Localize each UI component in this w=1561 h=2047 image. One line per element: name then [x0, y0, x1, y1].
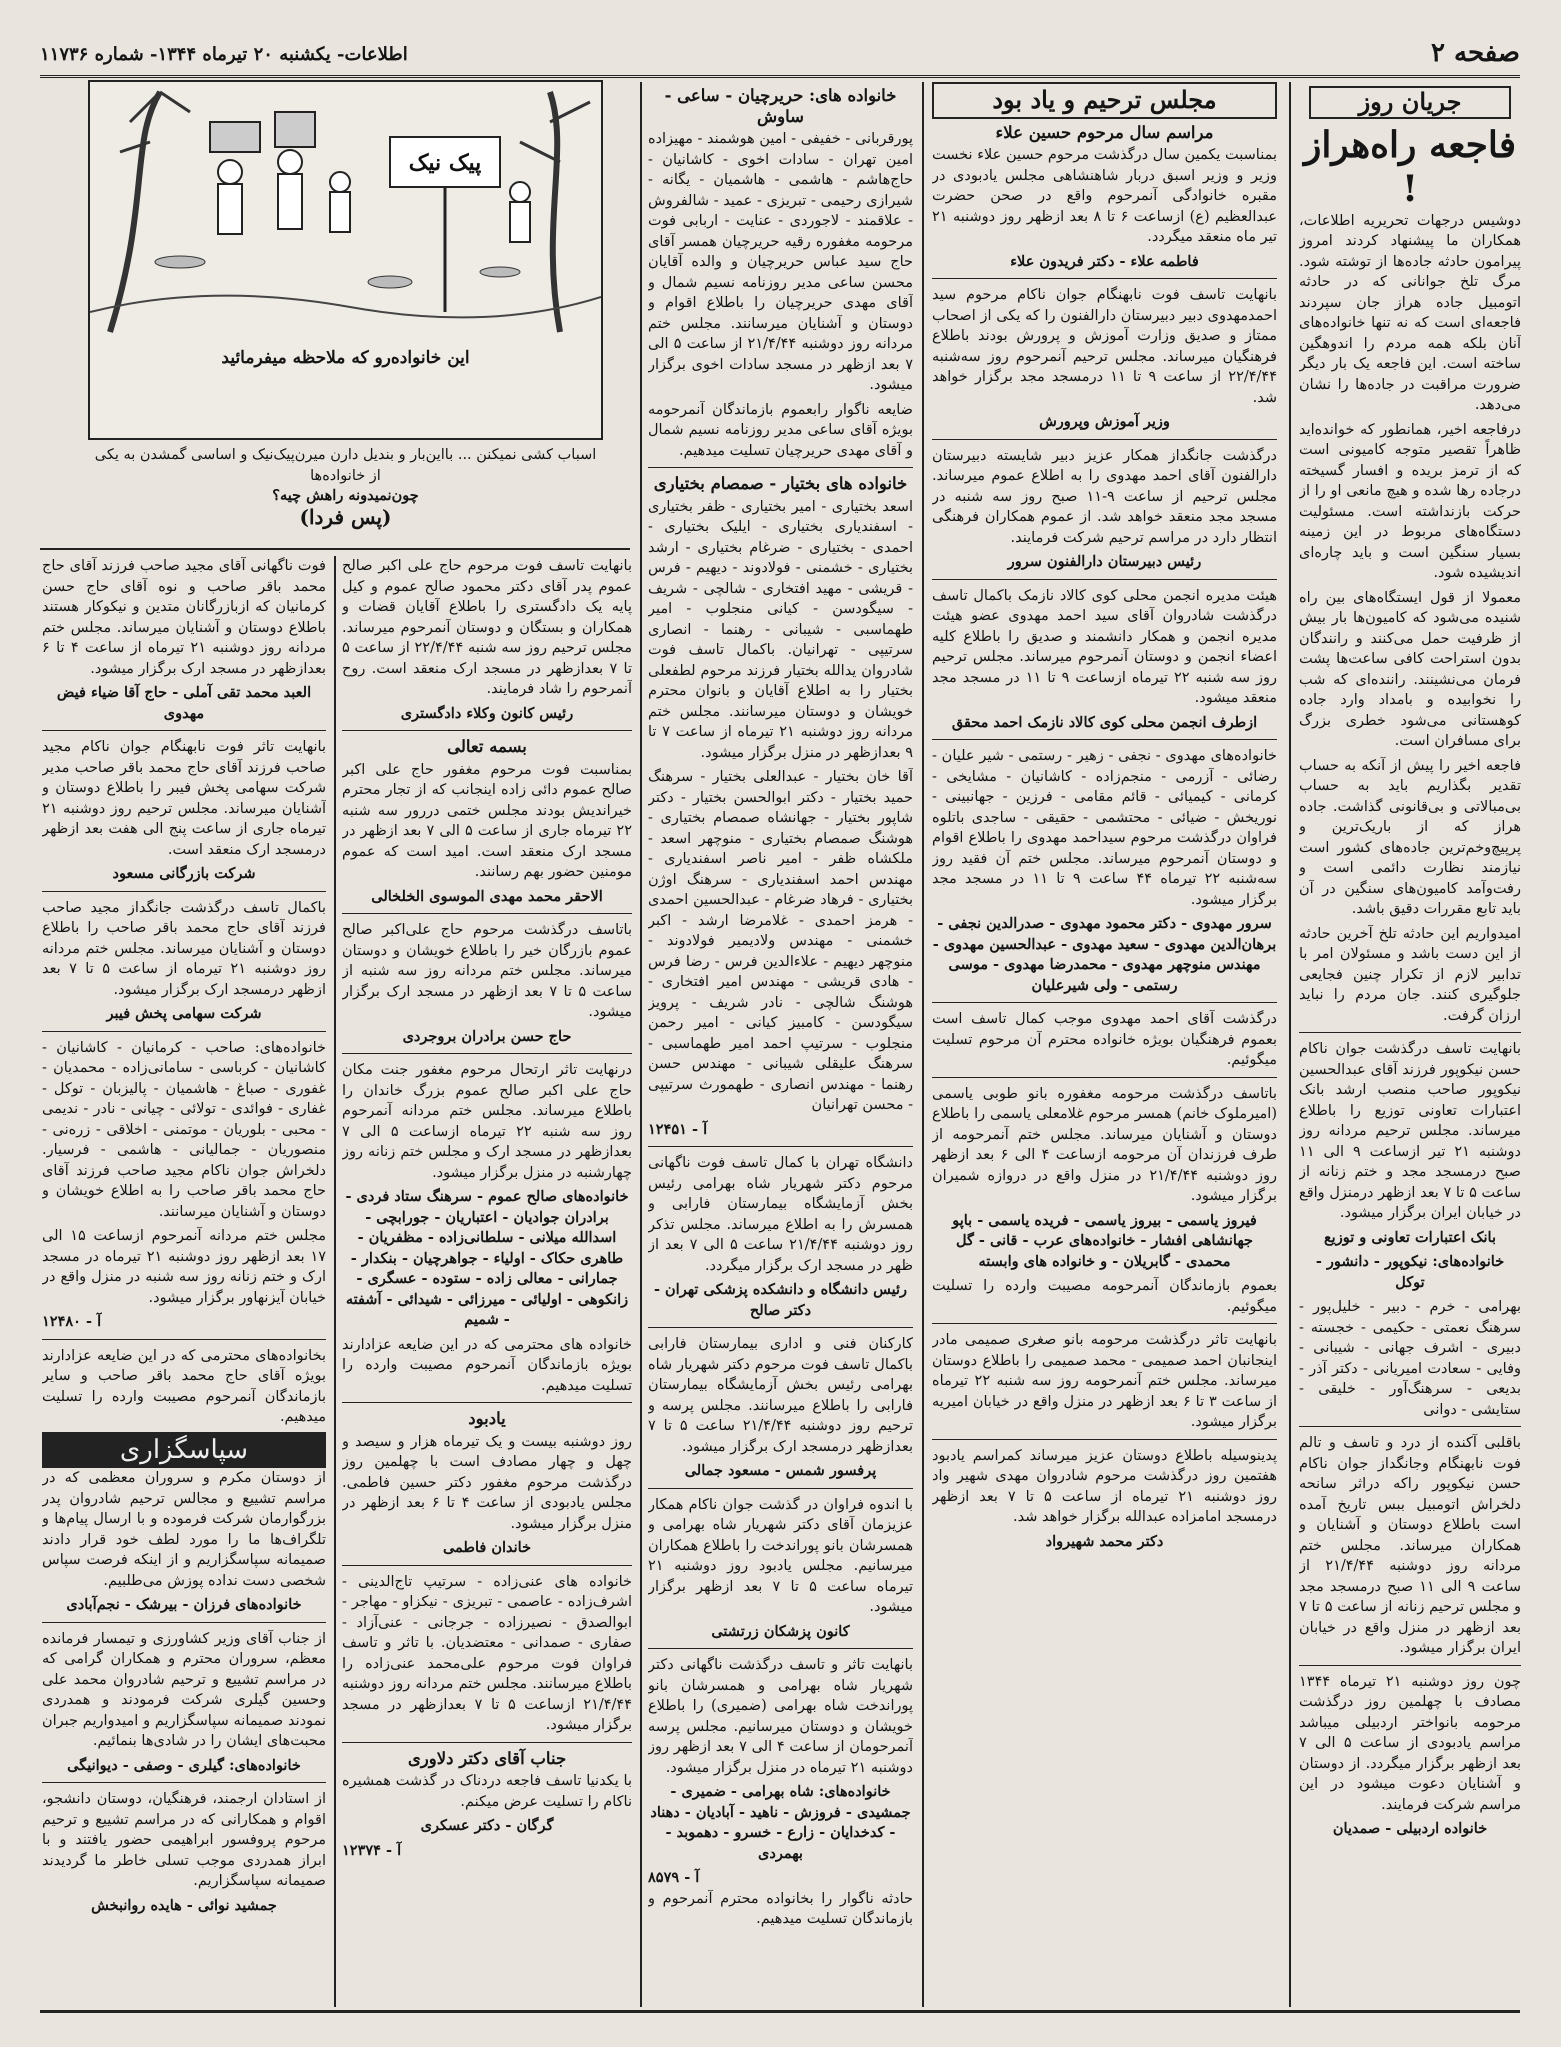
notice-paragraph: بمناسبت فوت مرحوم مغفور حاج علی اکبر صالح عموم دائی زاده اینجانب که از تجار محترم خیراندیش بودند مجلس ختمی دررور سه شنبه ۲۲ تیرماه جاری از ساعت ۵ الی ۷ بعد ازظهر در مسجد ارک منعقد است. امید است که عموم مومنین حضور بهم رسانند. — [342, 761, 632, 880]
notice-paragraph: باقلبی آکنده از درد و تاسف و تالم فوت نابهنگام وجانگداز جوان ناکام حسن نیکوپور راکه دراثر سانحه دلخراش اتومبیل ببس تاریخ آمده است باطلاع دوستان و آشنایان و همکاران میرساند. مجلس ختم مردانه روز دوشنبه ۲۱/۴/۴۴ از ساعت ۹ الی ۱۱ صبح درمسجد مجد و مجلس ترحیم زنانه از ساعت ۵ تا ۷ بعد ازظهر در منزل واقع در خیابان ایران برگزار میشود. — [1299, 1435, 1521, 1656]
cartoon-panel — [88, 80, 603, 440]
column-editorial — [1299, 82, 1521, 2007]
notice-paragraph: کارکنان فنی و اداری بیمارستان فارابی باکمال تاسف فوت مرحوم دکتر شهریار شاه بهرامی رئیس بخش آزمایشگاه بیمارستان فارابی را باطلاع میرسانند. مجلس پرسه و ترحیم روز دوشنبه ۲۱/۴/۴۴ ساعت ۵ تا ۷ بعدازظهر درمسجد ارک برگزار میشود. — [648, 1336, 913, 1455]
notice-signature: حاج حسن برادران بروجردی — [402, 1027, 572, 1045]
notice-paragraph: ضایعه ناگوار رابعموم بازماندگان آنمرحومه بویژه آقای ساعی مدیر روزنامه نسیم شمال و آقای مهدی حریرچیان تسلیت میدهیم. — [648, 401, 913, 459]
notice-signature: خانواده اردبیلی - صمدیان — [1332, 1820, 1488, 1837]
thanks-signature: خانواده‌های: گیلری - وصفی - دیوانیگی — [67, 1756, 301, 1774]
divider — [342, 913, 632, 914]
section-banner: مجلس ترحیم و یاد بود — [932, 82, 1277, 119]
notice-paragraph: با اندوه فراوان در گذشت جوان ناکام همکار عزیزمان آقای دکتر شهریار شاه بهرامی و همسرشان بانو پوراندخت را باطلاع همکاران میرسانیم. مجلس یادبود روز دوشنبه ۲۱ تیرماه ساعت ۵ تا ۷ بعد ازظهر برگزار میشود. — [648, 1496, 913, 1615]
notice-signature: خانواده‌های: شاه بهرامی - ضمیری - جمشیدی - فروزش - ناهید - آبادیان - دهناد - کدخدایان - زارع - خسرو - دهموبد - بهمردی — [650, 1783, 911, 1862]
notice-signature: خاندان فاطمی — [442, 1539, 532, 1556]
notice-paragraph: مجلس ختم مردانه آنمرحوم ازساعت ۱۵ الی ۱۷ بعد ازظهر روز دوشنبه ۲۱ تیرماه در مسجد ارک و ختم زنانه روز سه شنبه در منزل واقع در خیابان آیزنهاور برگزار میشود. — [42, 1228, 326, 1306]
notice-paragraph: باکمال تاسف درگذشت جانگداز مجید صاحب فرزند آقای حاج محمد باقر صاحب را باطلاع دوستان و آشنایان میرساند. مجلس ختم مردانه روز دوشنبه ۲۱ تیرماه از ساعت ۵ تا ۷ بعد ازظهر درمسجد ارک برگزار میشود. — [42, 899, 326, 998]
notice-paragraph: خانواده های محترمی که در این ضایعه عزادارند بویژه بازماندگان آنمرحوم مصیبت وارده را تسلیت میدهیم. — [342, 1336, 632, 1394]
notice-signature: فاطمه علاء - دکتر فریدون علاء — [1010, 252, 1199, 270]
divider — [932, 1439, 1277, 1440]
editorial-paragraph: امیدواریم این حادثه تلخ آخرین حادثه از این دست باشد و مسئولان امر با تدابیر لازم از تکرار چنین فجایعی جلوگیری کنند. جان مردم را نباید ارزان گرفت. — [1299, 925, 1521, 1024]
column-divider — [1289, 82, 1291, 2007]
notice-paragraph: بانهایت تاسف فوت نابهنگام جوان ناکام مرحوم سید احمدمهدوی دبیر دبیرستان دارالفنون را که یکی از اصحاب ممتاز و صدیق وزارت آموزش و پرورش بودند باطلاع فرهنگیان میرساند. مجلس ترحیم آنمرحوم روز سه‌شنبه ۲۲/۴/۴۴ از ساعت ۹ تا ۱۱ درمسجد مجد برگزار خواهد شد. — [932, 287, 1277, 406]
notice-signature: بانک اعتبارات تعاونی و توزیع — [1323, 1228, 1497, 1246]
cartoon-subcaption: اسباب کشی نمیکنن ... بااین‌بار و بندیل دارن میرن‌پیک‌نیک و اساسی گمشدن به یکی از خانواده‌ها — [94, 447, 597, 484]
notice-paragraph: با یکدنیا تاسف فاجعه دردناک در گذشت همشیره ناکام را تسلیت عرض میکنم. — [342, 1773, 632, 1810]
notice-paragraph: بانهایت تاثر فوت نابهنگام جوان ناکام مجید صاحب فرزند آقای حاج محمد باقر صاحب مدیر شرکت سهامی پخش فیبر را باطلاع دوستان و آشنایان میرساند. مجلس ترحیم روز دوشنبه ۲۱ تیرماه جاری از ساعت پنج الی هفت بعد ازظهر درمسجد ارک منعقد است. — [42, 739, 326, 858]
ad-code: آ - ۱۲۴۸۰ — [42, 1313, 102, 1330]
notice-paragraph: باتاسف درگذشت مرحوم حاج علی‌اکبر صالح عموم بازرگان خیر را باطلاع خویشان و دوستان میرساند. مجلس ختم مردانه روز سه شنبه از ساعت ۵ تا ۷ بعد ازظهر در مسجد ارک برگزار میشود. — [342, 922, 632, 1020]
editorial-paragraph: معمولا از قول ایستگاه‌های بین راه شنیده می‌شود که کامیون‌ها بار بیش از ظرفیت حمل می‌کنند و رانندگان بدون استراحت کافی ساعت‌ها پشت فرمان می‌نشینند. راننده‌ای که شب را نخوابیده و بامداد وارد جاده کوهستانی می‌شود خطری بزرگ برای مسافران است. — [1299, 589, 1521, 749]
column-divider — [640, 82, 642, 2007]
notice-title: یادبود — [468, 1409, 506, 1428]
ad-code: آ - ۱۲۴۵۱ — [648, 1120, 708, 1138]
notice-title: خانواده های بختیار - صمصام بختیاری — [653, 474, 908, 493]
notice-signature: وزیر آموزش وپرورش — [1039, 413, 1170, 430]
divider — [342, 1742, 632, 1743]
thanks-paragraph: از استادان ارجمند، فرهنگیان، دوستان دانشجو، اقوام و همکارانی که در مراسم تشییع و ترحیم مرحوم پروفسور ابراهیمی حضور یافتند و با ابراز همدردی موجب تسلی خاطر ما گردیدند صمیمانه سپاسگزاریم. — [42, 1791, 326, 1889]
column-obituaries-3 — [342, 556, 632, 2007]
page-number: صفحه ۲ — [1431, 38, 1520, 68]
divider — [648, 467, 913, 468]
notice-paragraph: بانهایت تاثر و تاسف درگذشت ناگهانی دکتر شهریار شاه بهرامی و همسرشان بانو پوراندخت شاه بهرامی (ضمیری) را باطلاع خویشان و دوستان میرسانیم. مجلس پرسه آنمرحومان از ساعت ۴ الی ۷ بعد ازظهر روز دوشنبه ۲۱ تیرماه در منزل برگزار میشود. — [648, 1657, 913, 1776]
divider — [1299, 1032, 1521, 1033]
notice-signature: ازطرف انجمن محلی کوی کالاد نازمک احمد محقق — [951, 713, 1258, 731]
column-divider — [334, 556, 336, 2007]
divider — [648, 1648, 913, 1649]
page-bottom-rule — [40, 2010, 1520, 2013]
divider — [42, 730, 326, 731]
thanks-banner: سپاسگزاری — [42, 1432, 326, 1469]
notice-paragraph: روز دوشنبه بیست و یک تیرماه هزار و سیصد و چهل و چهار مصادف است با چهلمین روز درگذشت مرحوم مغفور دکتر حسین فاطمی. مجلس یادبودی از ساعت ۴ تا ۶ بعد ازظهر در منزل برگزار میشود. — [342, 1433, 632, 1532]
notice-signature: فیروز یاسمی - بیروز یاسمی - فریده یاسمی - باپو جهانشاهی افشار - خانواده‌های عرب - قانی - گل محمدی - گابریلان - و خانواده های وابسته — [952, 1211, 1257, 1270]
divider — [1299, 1426, 1521, 1427]
notice-signature: سرور مهدوی - دکتر محمود مهدوی - صدرالدین نجفی - برهان‌الدین مهدوی - سعید مهدوی - عبدالحسین مهدوی - مهندس منوچهر مهدوی - محمدرضا مهدوی - موسی رستمی - ولی شیرعلیان — [932, 915, 1277, 994]
divider — [42, 1031, 326, 1032]
notice-paragraph: بانهایت تاسف درگذشت جوان ناکام حسن نیکوپور فرزند آقای عبدالحسین نیکوپور صاحب منصب ارشد بانک اعتبارات تعاونی توزیع را باطلاع میرساند. مجلس ترحیم مردانه روز دوشنبه ۲۱ تیر ازساعت ۹ الی ۱۱ صبح درمسجد مجد و ختم زنانه از ساعت ۵ تا ۷ بعد ازظهر درمنزل واقع در خیابان ایران برگزار میشود. — [1299, 1041, 1521, 1221]
notice-paragraph: خانواده های عنی‌زاده - سرتیپ تاج‌الدینی - اشرف‌زاده - عاصمی - تبریزی - نیکزاو - مهاجر - ابوالصدق - نصیرزاده - جرجانی - عنی‌آزاد - صفاری - صمدانی - معتضدیان. با تاثر و تاسف فراوان فوت مرحوم علی‌محمد عنی‌زاده را باطلاع میرسانند. مجلس ختم مردانه روز دوشنبه ۲۱/۴/۴۴ ازساعت ۵ تا ۷ بعدازظهر در مسجد برگزار میشود. — [342, 1573, 632, 1733]
divider — [342, 1053, 632, 1054]
ad-code: آ - ۸۵۷۹ — [648, 1869, 700, 1886]
editorial-paragraph: فاجعه اخیر را پیش از آنکه به حساب تقدیر بگذاریم باید به حساب بی‌مبالاتی و بی‌قانونی گذاشت. جاده هراز که از باریک‌ترین و پرپیچ‌وخم‌ترین جاده‌های کشور است نیازمند نظارت دائمی است و رفت‌وآمد کامیون‌های سنگین در آن باید تابع مقررات دقیق باشد. — [1299, 757, 1521, 917]
notice-paragraph: خانواده‌های: صاحب - کرمانیان - کاشانیان - کاشانیان - کرباسی - سامانی‌زاده - محمدیان - غفوری - صباغ - هاشمیان - پالیزبان - توکل - غفاری - فوائدی - تولائی - چیانی - نادر - ندیمی - محبی - بلوریان - موتمنی - اخلاقی - زره‌نی - منصوریان - جمالیانی - هاشمی - فرسیار. دلخراش جوان ناکام مجید صاحب فرزند آقای حاج محمد باقر صاحب را به اطلاع خویشان و دوستان و آشنایان میرسانند. — [42, 1039, 326, 1220]
notice-title: مراسم سال مرحوم حسین علاء — [995, 122, 1214, 142]
notice-signature: الاحقر محمد مهدی الموسوی الخلخالی — [371, 887, 603, 905]
notice-paragraph: هیئت مدیره انجمن محلی کوی کالاد نازمک باکمال تاسف درگذشت شادروان آقای سید احمد مهدوی عضو هیئت مدیره انجمن و همکار دانشمند و صدیق را باطلاع کلیه اعضاء انجمن و دوستان آنمرحوم میرساند. مجلس ترحیم روز سه شنبه ۲۲ تیرماه ازساعت ۹ تا ۱۱ در مسجد مجد منعقد میشود. — [932, 587, 1277, 706]
notice-signature: خانواده‌های صالح عموم - سرهنگ ستاد فردی - برادران جوادیان - اعتباریان - جورابچی - اسدالله میلانی - سلطانی‌زاده - مظفریان - طاهری حکاک - اولیاء - جواهرچیان - بنکدار - جمارانی - معالی زاده - ستوده - عسگری - زانکوهی - اولیائی - میرزائی - شیدائی - آشفته - شمیم — [345, 1188, 629, 1328]
notice-paragraph: اسعد بختیاری - امیر بختیاری - ظفر بختیاری - اسفندیاری بختیاری - ایلیک بختیاری - احمدی - بختیاری - ضرغام بختیاری - ارشد بختیاری - خشمنی - فولادوند - دیهیم - فرس - قریشی - مهید افتخاری - شالچی - شریف - سیگودسن - کیانی منجلوب - امیر طهماسبی - شیبانی - رهنما - انصاری سرتیپی - تهرانیان. باکمال تاسف فوت شادروان یدالله بختیار فرزند مرحوم لطفعلی بختیار را به اطلاع آقایان و بانوان محترم خویشان و دوستان میرسانند. مجلس ختم مردانه روز دوشنبه ۲۱ تیرماه از ساعت ۷ تا ۹ بعدازظهر در منزل برگزار میشود. — [648, 498, 913, 761]
notice-title: خانواده های: حریرچیان - ساعی - ساوش — [664, 86, 897, 126]
divider — [648, 1488, 913, 1489]
notice-paragraph: درنهایت تاثر ارتحال مرحوم مغفور جنت مکان حاج علی اکبر صالح عموم بزرگ خاندان را باطلاع میرساند. مجلس ختم مردانه آنمرحوم روز سه شنبه ۲۲ تیرماه ازساعت ۵ الی ۷ بعدازظهر در مسجد ارک و مجلس ختم زنانه روز چهارشنبه در منزل برگزار میشود. — [342, 1062, 632, 1181]
notice-paragraph: حادثه ناگوار را بخانواده محترم آنمرحوم و بازماندگان تسلیت میدهیم. — [648, 1890, 913, 1927]
divider — [1299, 1665, 1521, 1666]
thanks-signature: جمشید نوائی - هایده روانبخش — [91, 1896, 277, 1914]
notice-paragraph: فوت ناگهانی آقای مجید صاحب فرزند آقای حاج محمد باقر صاحب و نوه آقای حاج حسن کرمانیان که ازبازرگانان متدین و نیکوکار هستند باطلاع دوستان و آشنایان میرساند. مجلس ختم مردانه روز دوشنبه ۲۱ تیرماه از ساعت ۴ تا ۶ بعدازظهر در مسجد ارک برگزار میشود. — [42, 558, 326, 677]
notice-title: جناب آقای دکتر دلاوری — [407, 1748, 567, 1768]
notice-signature: رئیس دانشگاه و دانشکده پزشکی تهران - دکتر صالح — [653, 1281, 908, 1319]
divider — [342, 1565, 632, 1566]
divider — [648, 1327, 913, 1328]
column-obituaries-2 — [648, 82, 913, 2007]
cartoon-question: چون‌نمیدونه راهش چیه؟ — [272, 487, 419, 504]
notice-paragraph: پدینوسیله باطلاع دوستان عزیز میرساند کمراسم یادبود هفتمین روز درگذشت مرحوم شادروان مهدی شهیر واد روز دوشنبه ۲۱ تیرماه از ساعت ۵ تا ۷ بعد ازظهر درمسجد امامزاده عبدالله برگزار خواهد شد. — [932, 1447, 1277, 1525]
thanks-paragraph: از جناب آقای وزیر کشاورزی و تیمسار فرمانده معظم، سروران محترم و همکاران گرامی که در مراسم تشییع و ترحیم شادروان محمد علی وحسین گیلری شرکت فرمودند و همدردی نمودند صمیمانه سپاسگزاریم و امیدواریم جبران محبت‌های ایشان را در شادی‌ها بنمائیم. — [42, 1630, 326, 1749]
column-divider — [922, 82, 924, 2007]
cartoon-text — [88, 445, 603, 545]
column-obituaries-1 — [932, 82, 1277, 2007]
notice-paragraph: درگذشت جانگداز همکار عزیز دبیر شایسته دبیرستان دارالفنون آقای احمد مهدوی را به اطلاع عموم میرساند. مجلس ترحیم از ساعت ۹-۱۱ صبح روز سه شنبه در مسجد مجد منعقد خواهد شد. از عموم همکاران فرهنگی انتظار دارد در مراسم ترحیم شرکت فرمایند. — [932, 447, 1277, 546]
thanks-paragraph: از دوستان مکرم و سروران معظمی که در مراسم تشییع و مجالس ترحیم شادروان پدر بزرگوارمان شرکت فرموده و با ارسال پیام‌ها و تلگراف‌ها ما را مورد لطف خود قرار دادند صمیمانه سپاسگزاریم و از اینکه فرصت سپاس شخصی دست نداده پوزش می‌طلبیم. — [42, 1470, 326, 1589]
notice-signature: کانون پزشکان زرتشتی — [711, 1622, 850, 1640]
notice-paragraph: آقا خان بختیار - عبدالعلی بختیار - سرهنگ حمید بختیار - دکتر ابوالحسن بختیار - دکتر شاپور بختیار - جهانشاه صمصام بختیاری - هوشنگ صمصام بختیاری - منوچهر اسعد - ملکشاه ظفر - امیر ناصر اسفندیاری - مهندس احمد اسفندیاری - سرهنگ اوژن بختیاری - فرهاد ضرغام - عبدالحسین احمدی - هرمز احمدی - غلامرضا ارشد - اکبر خشمنی - مهندس ولادیمیر فولادوند - منوچهر دیهیم - علاءالدین فرس - رضا فرس - هادی قریشی - مهندس امیر افتخاری - هوشنگ شالچی - نادر شریف - پرویز سیگودسن - کامبیز کیانی - امیر رحمن منجلوب - سرتیپ احمد امیر طهماسبی - سرهنگ علیقلی شیبانی - مهندس حسن رهنما - مهندس انصاری - طهمورث سرتیپی - محسن تهرانیان — [648, 769, 913, 1113]
cartoon-caption: این خانواده‌رو که ملاحظه میفرمائید — [221, 348, 470, 368]
notice-paragraph: بانهایت تاسف فوت مرحوم حاج علی اکبر صالح عموم پدر آقای دکتر محمود صالح عموم و کیل پایه یک دادگستری را باطلاع آقایان قضات و همکاران و بستگان و دوستان آنمرحوم میرساند. مجلس ترحیم روز سه شنبه ۲۲/۴/۴۴ از ساعت ۵ تا ۷ بعدازظهر در مسجد ارک منعقد است. روح آنمرحوم را شاد فرمایند. — [342, 558, 632, 697]
editorial-paragraph: درفاجعه اخیر، همانطور که خوانده‌اید ظاهراً تقصیر متوجه کامیونی است که از ترمز بریده و افسار گسیخته درجاده رها شده و هیچ مانعی او را از حرکت بازنداشته است. مسئولیت دستگاه‌های مربوط در این زمینه بسیار سنگین است و باید چاره‌ای اندیشیده شود. — [1299, 421, 1521, 581]
cartoon-divider — [40, 548, 630, 550]
notice-signature: رئیس کانون وکلاء دادگستری — [400, 704, 574, 722]
divider — [932, 579, 1277, 580]
divider — [932, 739, 1277, 740]
notice-paragraph: بعموم بازماندگان آنمرحومه مصیبت وارده را تسلیت میگوئیم. — [932, 1278, 1277, 1315]
notice-paragraph: درگذشت آقای احمد مهدوی موجب کمال تاسف است بعموم فرهنگیان بویژه خانواده محترم آن مرحوم تسلیت میگوئیم. — [932, 1011, 1277, 1068]
notice-signature: شرکت سهامی پخش فیبر — [106, 1005, 262, 1022]
divider — [342, 730, 632, 731]
divider — [648, 1146, 913, 1147]
divider — [42, 1339, 326, 1340]
notice-signature: گرگان - دکتر عسکری — [420, 1817, 554, 1834]
notice-title: بسمه تعالی — [447, 737, 527, 756]
families-list: بهرامی - خرم - دبیر - خلیل‌پور - سرهنگ نعمتی - حکیمی - خجسته - دبیری - اشرف جهانی - شیبانی - وفایی - سعادت امیریانی - دکتر آذر - بدیعی - سرهنگ‌آور - خلیقی - ستایشی - دوانی — [1299, 1299, 1521, 1418]
divider — [932, 1077, 1277, 1078]
divider — [932, 1323, 1277, 1324]
headline: فاجعه راه‌هراز ! — [1303, 123, 1517, 210]
page-header — [40, 38, 1520, 78]
notice-signature: پرفسور شمس - مسعود جمالی — [684, 1462, 877, 1479]
cartoon-illustration — [90, 82, 601, 342]
ad-code: آ - ۱۲۳۷۴ — [342, 1841, 402, 1859]
notice-paragraph: بخانواده‌های محترمی که در این ضایعه عزادارند بویژه آقای حاج محمد باقر صاحب و سایر بازماندگان آنمرحوم مصیبت وارده را تسلیت میدهیم. — [42, 1347, 326, 1425]
divider — [42, 891, 326, 892]
notice-paragraph: بانهایت تاثر درگذشت مرحومه بانو صغری صمیمی مادر اینجانبان احمد صمیمی - محمد صمیمی را باطلاع دوستان میرساند. مجلس ختم آنمرحومه روز سه شنبه ۲۲ تیرماه از ساعت ۳ تا ۶ بعد ازظهر در منزل واقع در خیابان امیریه برگزار میشود. — [932, 1332, 1277, 1430]
notice-signature: شرکت بازرگانی مسعود — [112, 865, 256, 882]
divider — [932, 1002, 1277, 1003]
notice-signature: العبد محمد تقی آملی - حاج آقا ضیاء فیض مهدوی — [56, 684, 312, 722]
section-box-title: جریان روز — [1309, 86, 1511, 119]
divider — [932, 278, 1277, 279]
cartoon-sign-text: پیک نیک — [408, 150, 482, 176]
notice-paragraph: چون روز دوشنبه ۲۱ تیرماه ۱۳۴۴ مصادف با چهلمین روز درگذشت مرحومه بانواختر اردبیلی میباشد مراسم یادبودی از ساعت ۵ الی ۷ بعد ازظهر برگزار میگردد. از دوستان و آشنایان دعوت میشود در این مراسم شرکت فرمایند. — [1299, 1673, 1521, 1813]
thanks-signature: خانواده‌های فرزان - بیرشک - نجم‌آبادی — [66, 1596, 302, 1613]
divider — [342, 1402, 632, 1403]
divider — [42, 1622, 326, 1623]
divider — [932, 439, 1277, 440]
notice-paragraph: دانشگاه تهران با کمال تاسف فوت ناگهانی مرحوم دکتر شهریار شاه بهرامی رئیس بخش آزمایشگاه بیمارستان فارابی و همسرش را به اطلاع میرساند. مجلس تذکر روز دوشنبه ۲۱/۴/۴۴ ساعت ۵ الی ۷ بعد از ظهر در مسجد ارک برگزار میگردد. — [648, 1155, 913, 1274]
notice-signature: رئیس دبیرستان دارالفنون سرور — [1007, 553, 1202, 570]
notice-paragraph: بمناسبت یکمین سال درگذشت مرحوم حسین علاء نخست وزیر و وزیر اسبق دربار شاهنشاهی مجلس یادبودی در مقبره خانوادگی آنمرحوم واقع در صحن حضرت عبدالعظیم (ع) ازساعت ۶ تا ۸ بعد ازظهر روز دوشنبه ۲۱ تیر ماه منعقد میگردد. — [932, 147, 1277, 245]
masthead: اطلاعات- یکشنبه ۲۰ تیرماه ۱۳۴۴- شماره ۱۱۷۳۶ — [40, 44, 408, 65]
column-obituaries-4 — [42, 556, 326, 2007]
notice-signature: دکتر محمد شهیرواد — [1045, 1532, 1164, 1550]
notice-paragraph: پورقربانی - خفیفی - امین هوشمند - مهیزاده امین تهران - سادات اخوی - کاشانیان - حاج‌هاشم - هاشمی - هاشمیان - یگانه - شیرازی رحیمی - تبریزی - عمید - شالفروش - علاقمند - لاجوردی - عنایت - اربابی فوت مرحومه مغفوره رقیه حریرچیان همسر آقای حاج سید عباس حریرچیان و والده آقایان محسن ساعی مدیر روزنامه نسیم شمال و آقای مهدی حریرچیان را باطلاع اقوام و دوستان و آشنایان میرسانند. مجلس ختم مردانه روز دوشنبه ۲۱/۴/۴۴ از ساعت ۵ الی ۷ بعد ازظهر در مسجد سادات اخوی برگزار میشود. — [648, 131, 913, 393]
editorial-paragraph: دوشیس درجهات تحریریه اطلاعات، همکاران ما پیشنهاد کردند امروز پیرامون حادثه جاده‌ها از توشته شود. مرگ تلخ جوانانی که در حادثه اتومبیل جاده هراز جان سپردند فاجعه‌ای است که نه تنها خانواده‌های آنان بلکه همه مردم را اندوهگین ساخته است. این فاجعه یک بار دیگر ضرورت مراقبت در جاده‌ها را نشان می‌دهد. — [1299, 212, 1521, 413]
families-title: خانواده‌های: نیکوپور - دانشور - توکل — [1315, 1253, 1505, 1291]
notice-paragraph: خانواده‌های مهدوی - نجفی - زهیر - رستمی - شیر علیان - رضائی - آزرمی - منجم‌زاده - کاشانیان - مشایخی - کرمانی - کیمیائی - قائم مقامی - فرزین - جهانبینی - نوریخش - ضیائی - محتشمی - حقیقی - ساجدی باتلوه فراوان درگذشت مرحوم سیداحمد مهدوی را باطلاع اقوام و دوستان آنمرحوم میرساند. مجلس ختم آن فقید روز سه‌شنبه ۲۲ تیرماه ۴۴ ساعت ۹ تا ۱۱ در مسجد مجد برگزار میشود. — [932, 748, 1277, 908]
divider — [42, 1782, 326, 1783]
notice-paragraph: باتاسف درگذشت مرحومه مغفوره بانو طوبی یاسمی (امیرملوک خانم) همسر مرحوم غلامعلی یاسمی را باطلاع دوستان و آشنایان میرساند. مجلس ختم آنمرحومه از طرف فرزندان آن مرحومه ازساعت ۴ الی ۶ بعد ازظهر روز دوشنبه ۲۱/۴/۴۴ در منزل واقع در دروازه شمیران برگزار میشود. — [932, 1085, 1277, 1204]
cartoon-tagline: (پس فردا) — [299, 504, 392, 529]
